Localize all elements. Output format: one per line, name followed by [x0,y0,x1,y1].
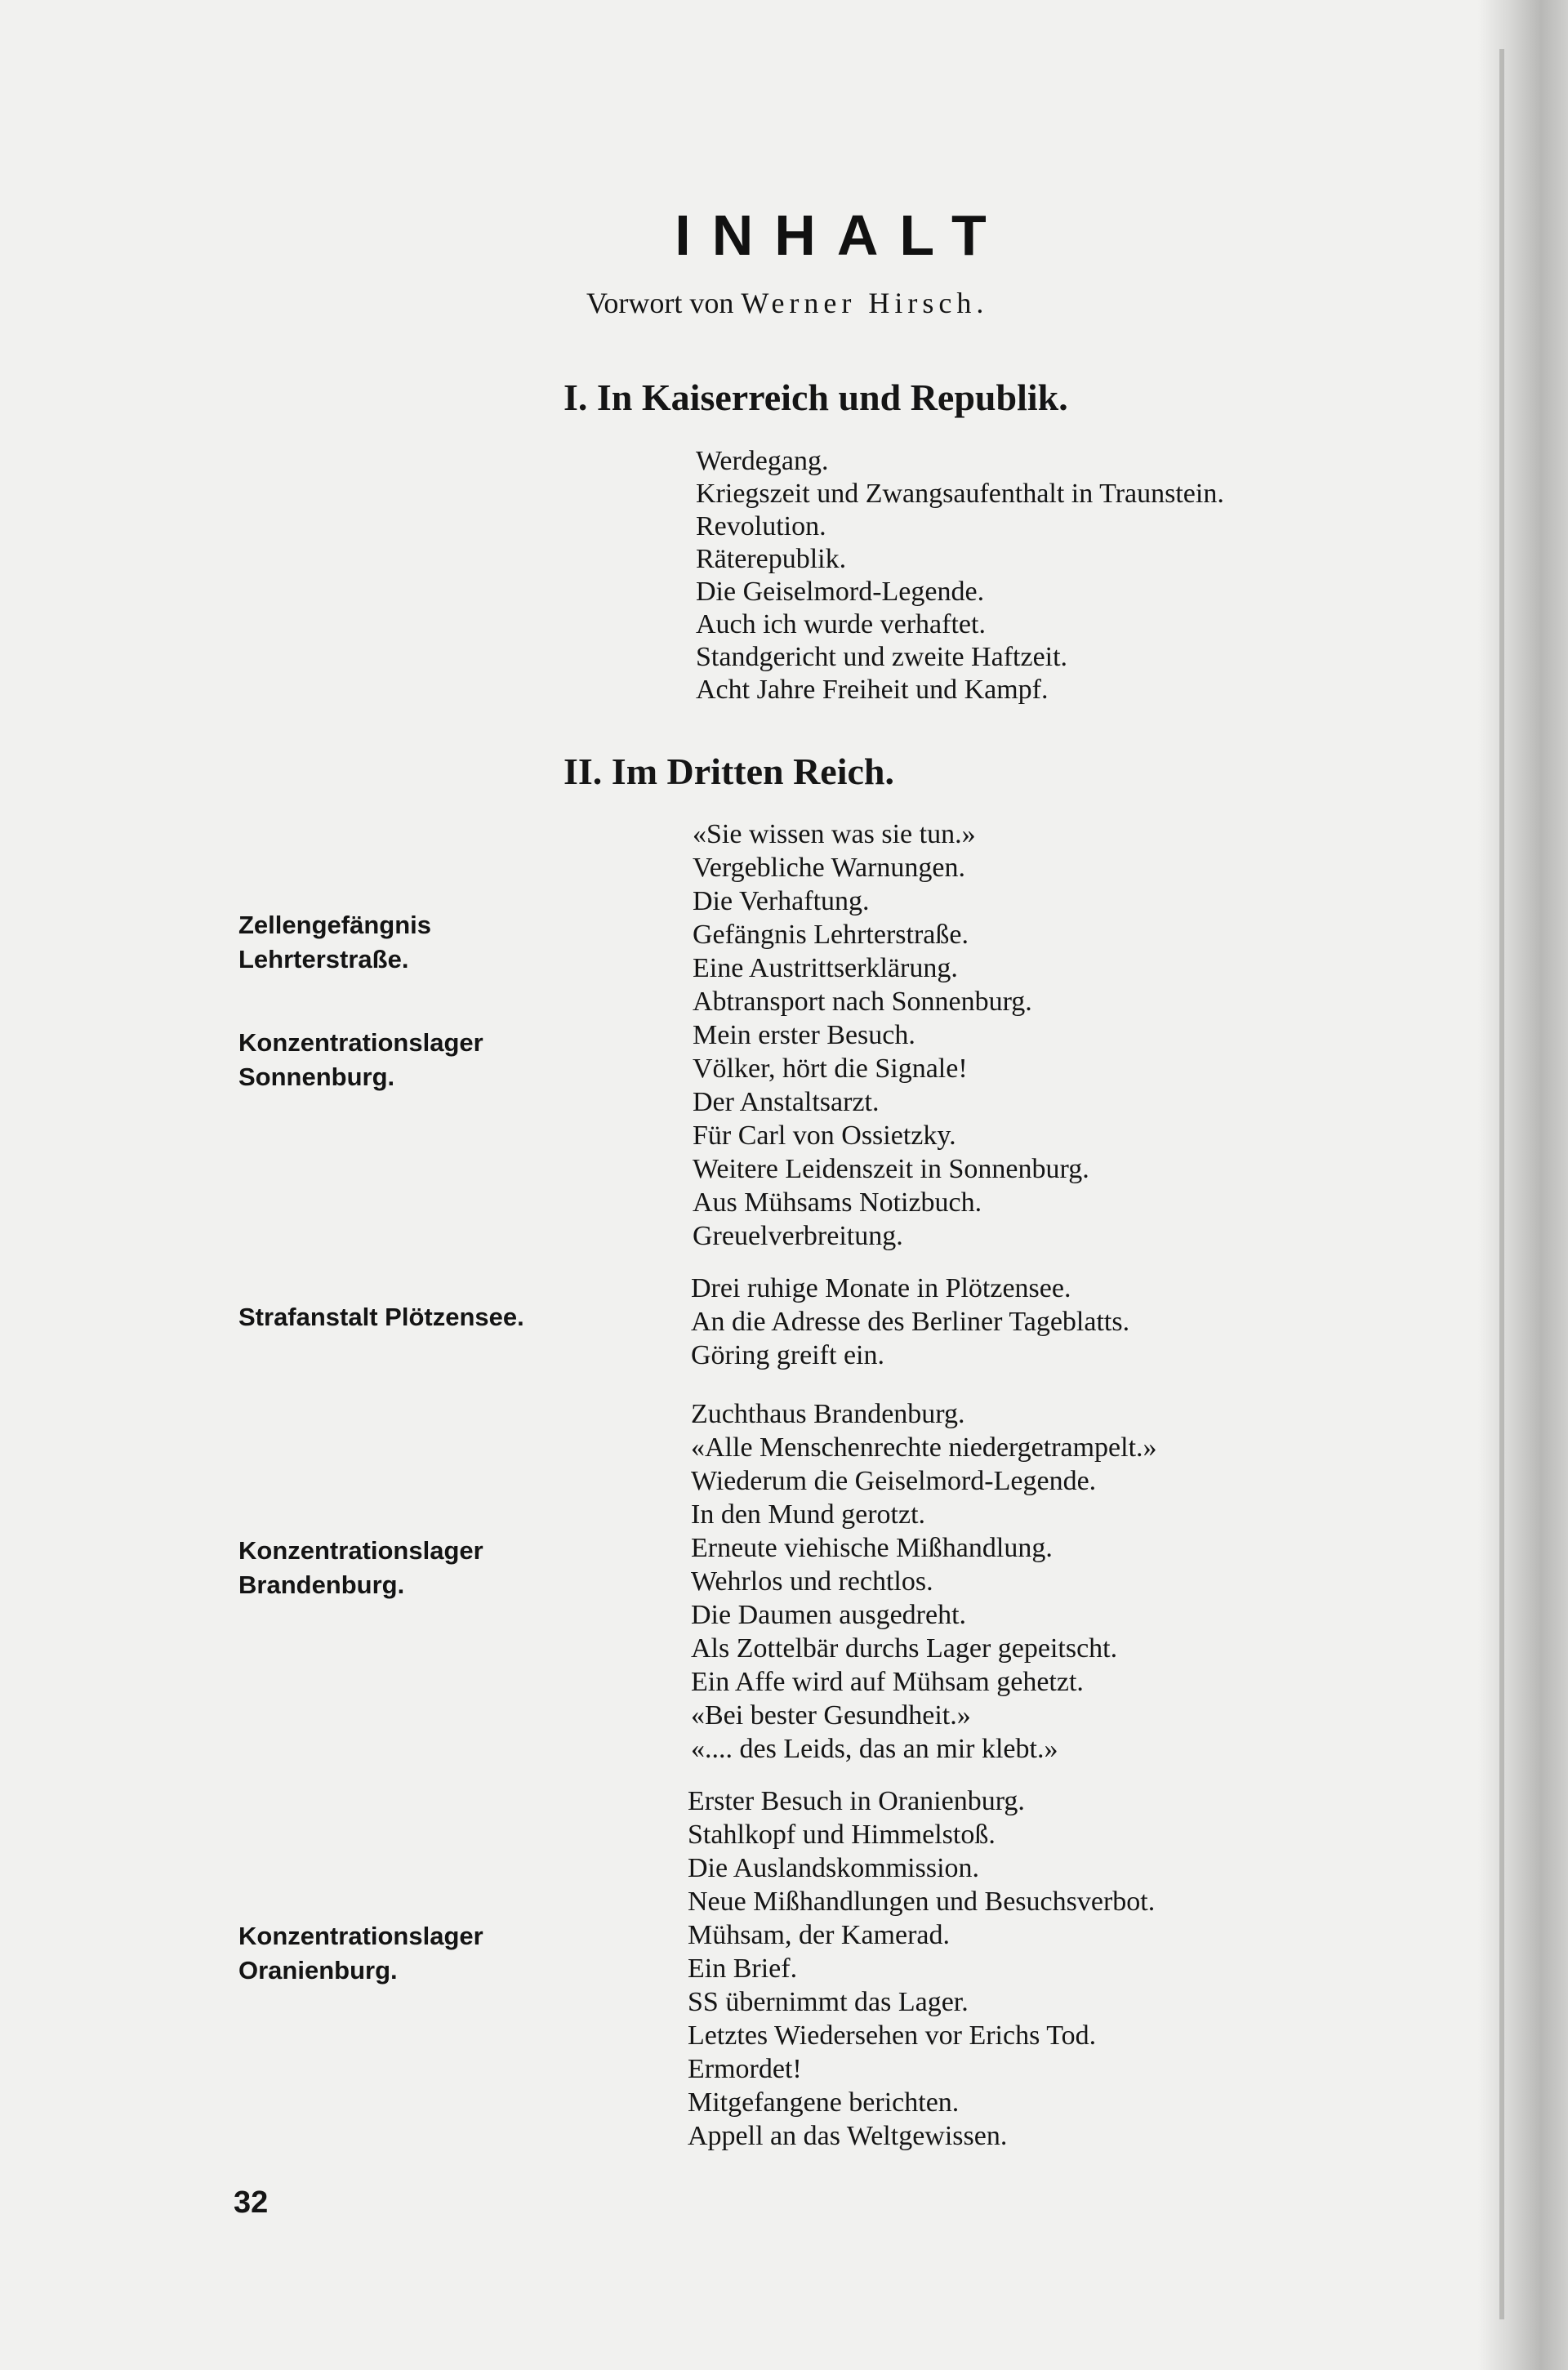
contents-entry: Wehrlos und rechtlos. [691,1566,933,1597]
contents-entry: Erneute viehische Mißhandlung. [691,1533,1053,1563]
contents-entry: Acht Jahre Freiheit und Kampf. [696,675,1049,705]
foreword-prefix: Vorwort von [586,287,734,319]
contents-entry: Werdegang. [696,446,829,476]
page-edge-shadow [1478,0,1568,2370]
contents-entry: «Alle Menschenrechte niedergetrampelt.» [691,1432,1157,1463]
contents-entry: «.... des Leids, das an mir klebt.» [691,1734,1058,1764]
contents-entry: Abtransport nach Sonnenburg. [693,987,1032,1017]
contents-entry: Die Geiselmord-Legende. [696,577,985,607]
contents-entry: Für Carl von Ossietzky. [693,1120,956,1151]
margin-label-line: Oranienburg. [238,1956,398,1985]
contents-entry: Vergebliche Warnungen. [693,853,966,883]
section-heading-1: I. In Kaiserreich und Republik. [564,376,1068,418]
margin-label-sonnenburg [238,1026,483,1094]
contents-entry: Erster Besuch in Oranienburg. [688,1786,1025,1816]
contents-entry: Zuchthaus Brandenburg. [691,1399,965,1429]
contents-entry: Die Verhaftung. [693,886,870,916]
margin-label-line: Strafanstalt Plötzensee. [238,1303,524,1331]
contents-entry: Aus Mühsams Notizbuch. [693,1187,982,1218]
margin-label-brandenburg [238,1534,483,1602]
contents-entry: Räterepublik. [696,544,847,574]
page-edge-line [1499,49,1504,2319]
contents-entry: Neue Mißhandlungen und Besuchsverbot. [688,1887,1156,1917]
margin-label-oranienburg [238,1919,483,1988]
page-title: INHALT [675,203,1008,267]
contents-entry: Gefängnis Lehrterstraße. [693,920,969,950]
contents-entry: Kriegszeit und Zwangsaufenthalt in Traunstein. [696,479,1224,509]
contents-entry: Wiederum die Geiselmord-Legende. [691,1466,1097,1496]
contents-entry: In den Mund gerotzt. [691,1499,926,1530]
margin-label-lehrterstrasse [238,908,431,977]
contents-entry: Ein Brief. [688,1953,798,1984]
contents-entry: Mühsam, der Kamerad. [688,1920,951,1950]
contents-entry: Ein Affe wird auf Mühsam gehetzt. [691,1667,1084,1697]
contents-entry: Die Auslandskommission. [688,1853,980,1883]
contents-entry: Revolution. [696,511,826,541]
margin-label-line: Zellengefängnis [238,911,431,939]
contents-entry: Weitere Leidenszeit in Sonnenburg. [693,1154,1089,1184]
contents-entry: An die Adresse des Berliner Tageblatts. [691,1307,1130,1337]
contents-entry: Letztes Wiedersehen vor Erichs Tod. [688,2020,1097,2051]
contents-entry: Stahlkopf und Himmelstoß. [688,1820,996,1850]
contents-entry: Appell an das Weltgewissen. [688,2121,1008,2151]
margin-label-line: Lehrterstraße. [238,945,409,973]
contents-entry: Die Daumen ausgedreht. [691,1600,967,1630]
contents-entry: Als Zottelbär durchs Lager gepeitscht. [691,1633,1118,1664]
contents-entry: Völker, hört die Signale! [693,1054,968,1084]
margin-label-line: Konzentrationslager [238,1922,483,1950]
section-heading-2: II. Im Dritten Reich. [564,751,894,792]
foreword-author: Werner Hirsch. [741,287,989,319]
contents-entry: Greuelverbreitung. [693,1221,903,1251]
margin-label-line: Brandenburg. [238,1570,405,1599]
margin-label-line: Konzentrationslager [238,1028,483,1057]
contents-entry: Auch ich wurde verhaftet. [696,609,986,639]
margin-label-line: Konzentrationslager [238,1536,483,1565]
contents-entry: «Bei bester Gesundheit.» [691,1700,971,1731]
contents-entry: Mitgefangene berichten. [688,2087,960,2118]
contents-entry: Eine Austrittserklärung. [693,953,958,983]
contents-entry: Der Anstaltsarzt. [693,1087,880,1117]
contents-entry: Ermordet! [688,2054,802,2084]
contents-entry: «Sie wissen was sie tun.» [693,819,976,849]
contents-entry: Mein erster Besuch. [693,1020,915,1050]
margin-label-ploetzensee [238,1300,524,1334]
contents-entry: Göring greift ein. [691,1340,884,1370]
contents-entry: SS übernimmt das Lager. [688,1987,969,2017]
contents-entry: Standgericht und zweite Haftzeit. [696,642,1068,672]
page-number: 32 [234,2185,269,2220]
foreword-line [586,286,988,320]
margin-label-line: Sonnenburg. [238,1062,395,1091]
contents-entry: Drei ruhige Monate in Plötzensee. [691,1273,1071,1303]
